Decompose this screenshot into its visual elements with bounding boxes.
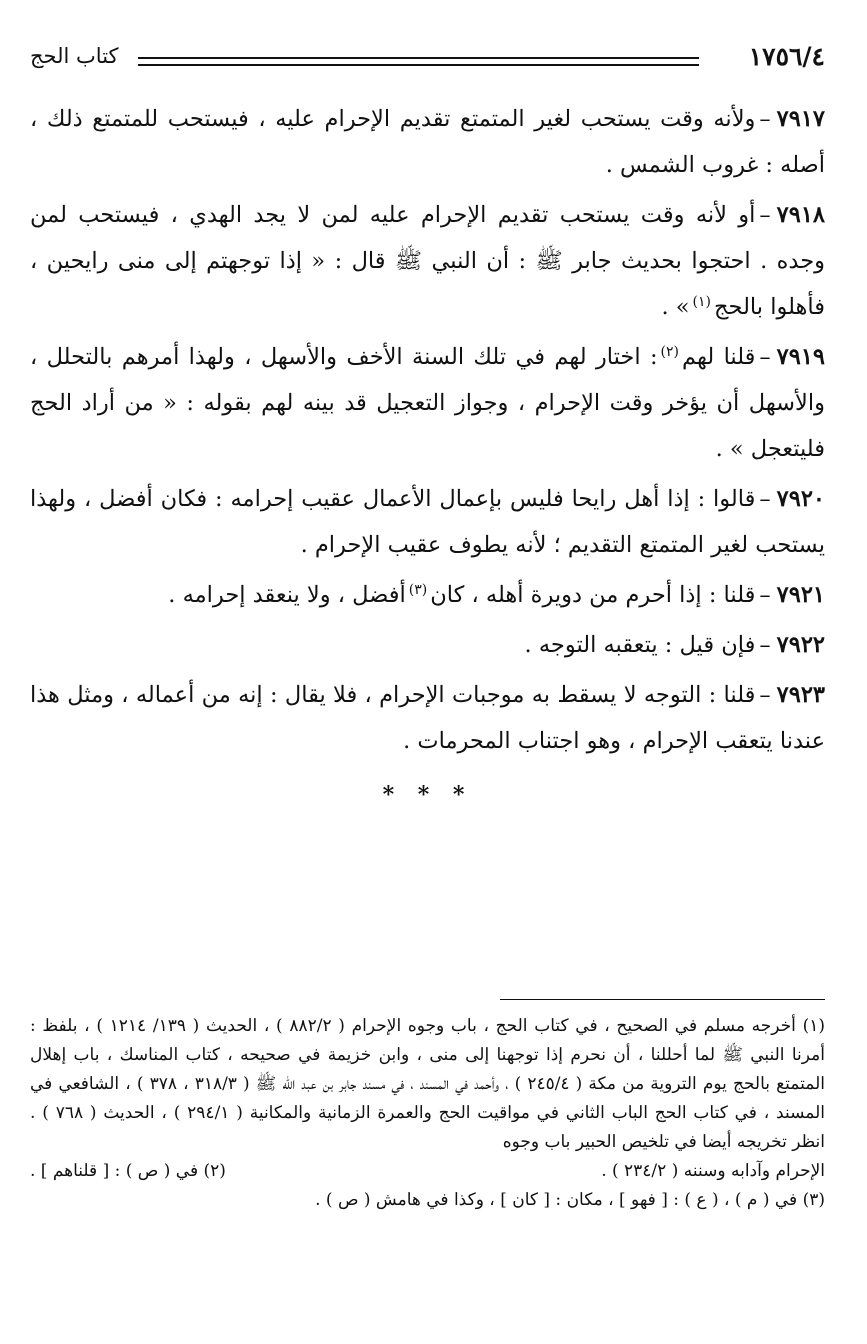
header-double-rule bbox=[138, 57, 699, 66]
paragraph-7917: ٧٩١٧–ولأنه وقت يستحب لغير المتمتع تقديم الإحرام عليه ، فيستحب للمتمتع ذلك ، أصله : غروب الشمس . bbox=[30, 106, 825, 178]
paragraph-text-end: » . bbox=[661, 294, 690, 320]
footnote-line bbox=[30, 1157, 825, 1186]
footnotes bbox=[30, 1012, 825, 1215]
paragraph-text: ولأنه وقت يستحب لغير المتمتع تقديم الإحرام عليه ، فيستحب للمتمتع ذلك ، أصله : غروب الشمس . bbox=[30, 106, 825, 178]
paragraph-7920: ٧٩٢٠–قالوا : إذا أهل رايحا فليس بإعمال الأعمال عقيب إحرامه : فكان أفضل ، ولهذا يستحب لغير المتمتع التقديم ؛ لأنه يطوف عقيب الإحرام . bbox=[30, 486, 825, 558]
paragraph-text: قالوا : إذا أهل رايحا فليس بإعمال الأعمال عقيب إحرامه : فكان أفضل ، ولهذا يستحب لغير المتمتع التقديم ؛ لأنه يطوف عقيب الإحرام . bbox=[30, 486, 825, 558]
paragraph-number: ٧٩٢١ bbox=[776, 582, 825, 608]
paragraph-number: ٧٩١٧ bbox=[776, 106, 825, 132]
page-number: ١٧٥٦/٤ bbox=[748, 42, 825, 71]
paragraph-number: ٧٩٢٠ bbox=[776, 486, 825, 512]
paragraph-number: ٧٩٢٢ bbox=[776, 632, 825, 658]
page-header bbox=[30, 38, 825, 78]
footnote-rule bbox=[500, 999, 825, 1000]
footnote-2: (٢) في ( ص ) : [ قلناهم ] . bbox=[30, 1161, 226, 1181]
paragraph-text: فإن قيل : يتعقبه التوجه . bbox=[524, 632, 756, 658]
paragraph-number: ٧٩١٩ bbox=[776, 344, 826, 370]
running-head: كتاب الحج bbox=[30, 44, 119, 68]
paragraph-text: أو لأنه وقت يستحب تقديم الإحرام عليه لمن لا يجد الهدي ، فيستحب لمن وجده . احتجوا بحديث جابر ﷺ : أن النبي ﷺ قال : « إذا توجهتم إلى منى رايحين ، فأهلوا بالحج bbox=[30, 202, 825, 320]
paragraph-number: ٧٩١٨ bbox=[776, 202, 825, 228]
footnote-ref-2: (٢) bbox=[660, 343, 679, 360]
paragraph-7919: ٧٩١٩–قلنا لهم$^{(٢)}$: اختار لهم في تلك السنة الأخف والأسهل ، ولهذا أمرهم بالتحلل ، والأسهل أن يؤخر وقت الإحرام ، وجواز التعجيل قد بينه لهم بقوله : « من أراد الحج فليتعجل » . bbox=[30, 343, 826, 462]
paragraph-text: قلنا : إذا أحرم من دويرة أهله ، كان bbox=[430, 582, 756, 608]
footnote-3: (٣) في ( م ) ، ( ع ) : [ فهو ] ، مكان : [ كان ] ، وكذا في هامش ( ص ) . bbox=[315, 1190, 825, 1210]
paragraph-7921: ٧٩٢١–قلنا : إذا أحرم من دويرة أهله ، كان$^{(٣)}$أفضل ، ولا ينعقد إحرامه . bbox=[168, 581, 825, 608]
paragraph-number: ٧٩٢٣ bbox=[776, 682, 825, 708]
paragraph-text: قلنا لهم bbox=[682, 344, 756, 370]
footnote-ref-1: (١) bbox=[692, 293, 712, 310]
footnote-1-end: الإحرام وآدابه وسننه ( ٢٣٤/٢ ) . bbox=[601, 1161, 825, 1181]
footnote-1: (١) أخرجه مسلم في الصحيح ، في كتاب الحج ، باب وجوه الإحرام ( ٨٨٢/٢ ) ، الحديث ( ١٣٩/ ١٢١٤ ) ، بلفظ : أمرنا النبي ﷺ لما أحللنا ، أن نحرم إذا توجهنا إلى منى ، وابن خزيمة في صحيحه ، كتاب المناسك ، باب إهلال المتمتع بالحج يوم التروية من مكة ( ٢٤٥/٤ ) ، وأحمد في المسند ، في مسند جابر بن عبد الله ﷺ ( ٣١٨/٣ ، ٣٧٨ ) ، الشافعي في المسند ، في كتاب الحج الباب الثاني في مواقيت الحج والعمرة الزمانية والمكانية ( ٢٩٤/١ ) ، الحديث ( ٧٦٨ ) . انظر تخريجه أيضا في تلخيص الحبير باب وجوه bbox=[30, 1016, 826, 1152]
footnote-ref-3: (٣) bbox=[408, 581, 428, 598]
paragraph-text: قلنا : التوجه لا يسقط به موجبات الإحرام ، فلا يقال : إنه من أعماله ، ومثل هذا عندنا يتعقب الإحرام ، وهو اجتناب المحرمات . bbox=[30, 682, 825, 754]
paragraph-7922: ٧٩٢٢–فإن قيل : يتعقبه التوجه . bbox=[524, 632, 825, 658]
paragraph-7918: ٧٩١٨–أو لأنه وقت يستحب تقديم الإحرام عليه لمن لا يجد الهدي ، فيستحب لمن وجده . احتجوا بحديث جابر ﷺ : أن النبي ﷺ قال : « إذا توجهتم إلى منى رايحين ، فأهلوا بالحج$^{(١)}$» . bbox=[30, 202, 825, 320]
section-separator: * * * bbox=[382, 782, 473, 808]
paragraph-7923: ٧٩٢٣–قلنا : التوجه لا يسقط به موجبات الإحرام ، فلا يقال : إنه من أعماله ، ومثل هذا عندنا يتعقب الإحرام ، وهو اجتناب المحرمات . bbox=[30, 682, 825, 754]
main-text bbox=[30, 96, 825, 808]
paragraph-text-end: أفضل ، ولا ينعقد إحرامه . bbox=[168, 582, 406, 608]
paragraph-text-end: : اختار لهم في تلك السنة الأخف والأسهل ، ولهذا أمرهم بالتحلل ، والأسهل أن يؤخر وقت الإحرام ، وجواز التعجيل قد بينه لهم بقوله : « من أراد الحج فليتعجل » . bbox=[30, 344, 825, 462]
